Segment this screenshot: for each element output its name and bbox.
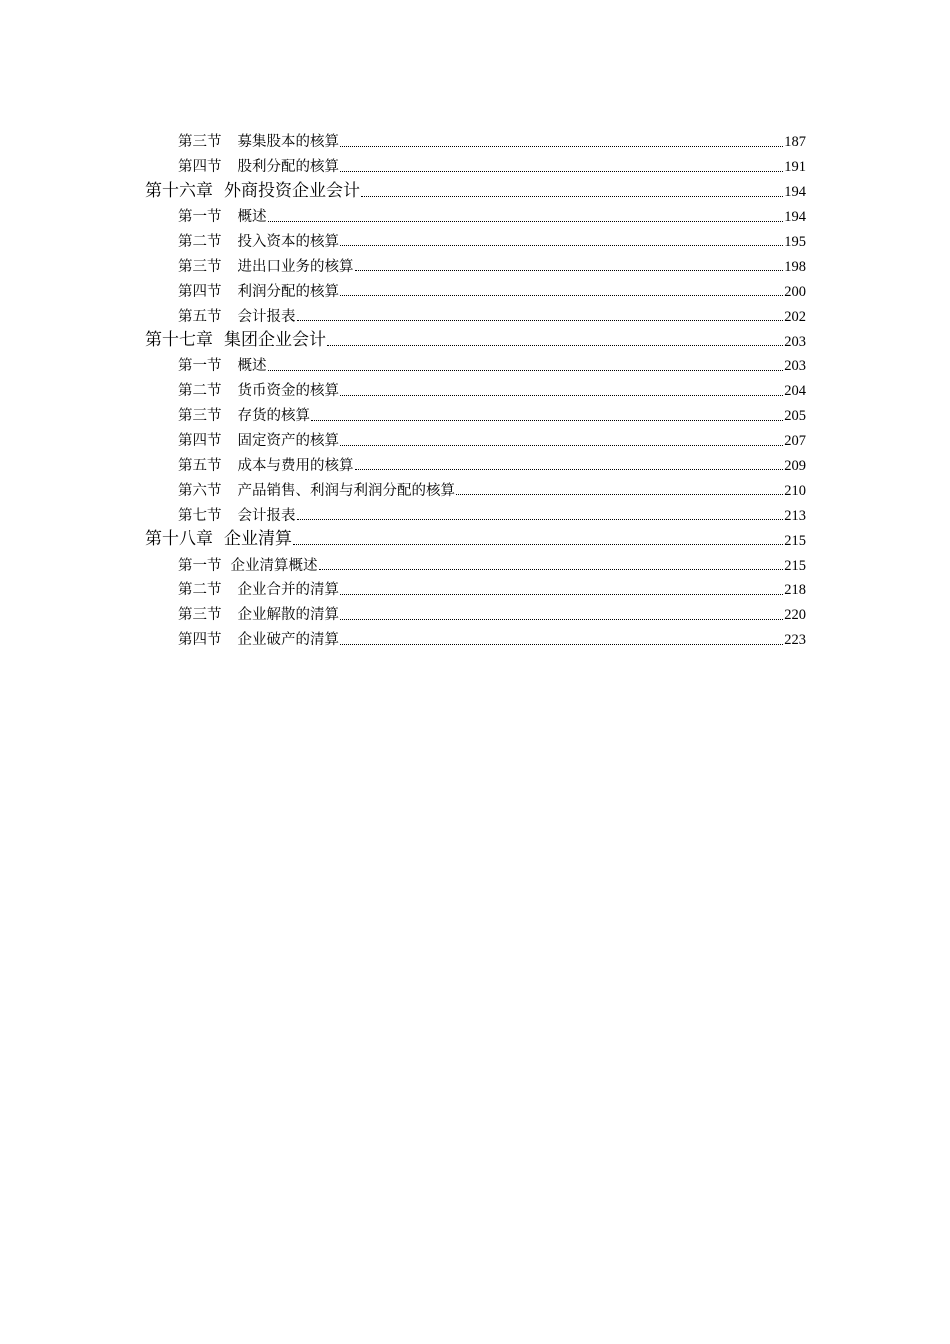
dot-leader [456,494,783,495]
table-of-contents [145,125,806,648]
toc-entry-number: 第四节 [178,433,222,450]
toc-entry-number: 第二节 [178,233,222,250]
toc-entry-heading [178,559,318,574]
toc-entry-heading [178,434,339,449]
toc-entry-title: 货币资金的核算 [237,383,339,400]
dot-leader [311,420,783,421]
toc-chapter-entry[interactable] [145,324,806,349]
toc-page-number: 220 [784,607,806,624]
toc-entry-heading [178,409,310,424]
toc-entry-number: 第十六章 [145,180,213,201]
toc-entry-number: 第一节 [178,557,222,574]
toc-section-entry[interactable] [145,374,806,399]
dot-leader [297,320,784,321]
toc-page-number: 209 [784,457,806,474]
toc-entry-title: 利润分配的核算 [237,283,339,300]
toc-entry-heading [178,235,339,250]
toc-page-number: 194 [784,184,806,201]
toc-section-entry[interactable] [145,449,806,474]
toc-entry-title: 企业合并的清算 [237,582,339,599]
toc-entry-title: 概述 [237,209,267,226]
toc-section-entry[interactable] [145,200,806,225]
toc-entry-number: 第四节 [178,632,222,649]
toc-page-number: 218 [784,582,806,599]
toc-chapter-entry[interactable] [145,175,806,200]
dot-leader [340,245,783,246]
toc-page-number: 202 [784,308,806,325]
dot-leader [327,345,783,346]
toc-section-entry[interactable] [145,249,806,274]
toc-entry-heading [145,180,360,201]
toc-entry-number: 第五节 [178,308,222,325]
toc-entry-heading [178,384,339,399]
dot-leader [340,594,783,595]
toc-entry-title: 概述 [237,358,267,375]
dot-leader [340,295,783,296]
toc-page-number: 203 [784,333,806,350]
dot-leader [319,569,784,570]
toc-entry-heading [178,210,267,225]
toc-entry-heading [145,332,326,349]
toc-section-entry[interactable] [145,623,806,648]
toc-page-number: 203 [784,358,806,375]
toc-entry-title: 进出口业务的核算 [237,258,354,275]
dot-leader [340,171,783,172]
toc-entry-title: 企业破产的清算 [237,632,339,649]
toc-entry-title: 成本与费用的核算 [237,457,354,474]
toc-page-number: 194 [784,209,806,226]
toc-page-number: 207 [784,433,806,450]
toc-entry-heading [178,310,296,325]
toc-entry-heading [178,583,339,598]
dot-leader [340,395,783,396]
toc-entry-number: 第四节 [178,283,222,300]
dot-leader [268,221,784,222]
toc-entry-heading [178,135,339,150]
dot-leader [297,519,784,520]
toc-section-entry[interactable] [145,274,806,299]
toc-section-entry[interactable] [145,349,806,374]
toc-entry-title: 企业解散的清算 [237,607,339,624]
dot-leader [268,370,784,371]
toc-section-entry[interactable] [145,125,806,150]
toc-page-number: 200 [784,283,806,300]
dot-leader [355,270,784,271]
toc-entry-number: 第十七章 [145,330,213,351]
toc-entry-title: 企业清算 [224,529,292,550]
toc-entry-number: 第三节 [178,134,222,151]
toc-page-number: 195 [784,233,806,250]
toc-entry-title: 股利分配的核算 [237,159,339,176]
toc-page-number: 191 [784,159,806,176]
toc-section-entry[interactable] [145,573,806,598]
toc-entry-number: 第三节 [178,607,222,624]
toc-page-number: 213 [784,507,806,524]
toc-entry-number: 第三节 [178,408,222,425]
toc-entry-number: 第四节 [178,159,222,176]
toc-entry-title: 会计报表 [237,507,296,524]
dot-leader [340,146,783,147]
toc-section-entry[interactable] [145,299,806,324]
toc-entry-number: 第一节 [178,358,222,375]
toc-entry-title: 募集股本的核算 [237,134,339,151]
toc-entry-number: 第三节 [178,258,222,275]
toc-page-number: 187 [784,134,806,151]
dot-leader [293,544,783,545]
toc-entry-heading [145,531,292,548]
toc-chapter-entry[interactable] [145,523,806,548]
toc-section-entry[interactable] [145,498,806,523]
toc-section-entry[interactable] [145,424,806,449]
toc-page-number: 210 [784,482,806,499]
toc-entry-number: 第十八章 [145,529,213,550]
toc-entry-heading [178,359,267,374]
toc-entry-number: 第一节 [178,209,222,226]
toc-page-number: 215 [784,557,806,574]
toc-section-entry[interactable] [145,399,806,424]
dot-leader [340,644,783,645]
toc-entry-number: 第二节 [178,383,222,400]
dot-leader [340,619,783,620]
dot-leader [361,196,783,197]
toc-entry-title: 外商投资企业会计 [224,180,360,201]
toc-page-number: 223 [784,632,806,649]
dot-leader [340,445,783,446]
toc-entry-title: 会计报表 [237,308,296,325]
toc-section-entry[interactable] [145,225,806,250]
toc-section-entry[interactable] [145,150,806,175]
toc-entry-heading [178,459,354,474]
toc-section-entry[interactable] [145,548,806,573]
toc-entry-heading [178,509,296,524]
toc-entry-heading [178,608,339,623]
toc-entry-number: 第五节 [178,457,222,474]
toc-entry-title: 企业清算概述 [230,557,318,574]
toc-entry-title: 产品销售、利润与利润分配的核算 [237,482,455,499]
toc-entry-number: 第七节 [178,507,222,524]
toc-entry-title: 固定资产的核算 [237,433,339,450]
toc-page-number: 205 [784,408,806,425]
toc-entry-heading [178,484,455,499]
toc-entry-heading [178,160,339,175]
toc-section-entry[interactable] [145,598,806,623]
toc-entry-title: 投入资本的核算 [237,233,339,250]
toc-entry-number: 第六节 [178,482,222,499]
toc-entry-title: 存货的核算 [237,408,310,425]
toc-entry-number: 第二节 [178,582,222,599]
toc-entry-heading [178,633,339,648]
toc-page-number: 215 [784,532,806,549]
toc-page-number: 204 [784,383,806,400]
toc-page-number: 198 [784,258,806,275]
toc-section-entry[interactable] [145,473,806,498]
dot-leader [355,469,784,470]
toc-entry-heading [178,285,339,300]
toc-entry-heading [178,260,354,275]
toc-entry-title: 集团企业会计 [224,330,326,351]
